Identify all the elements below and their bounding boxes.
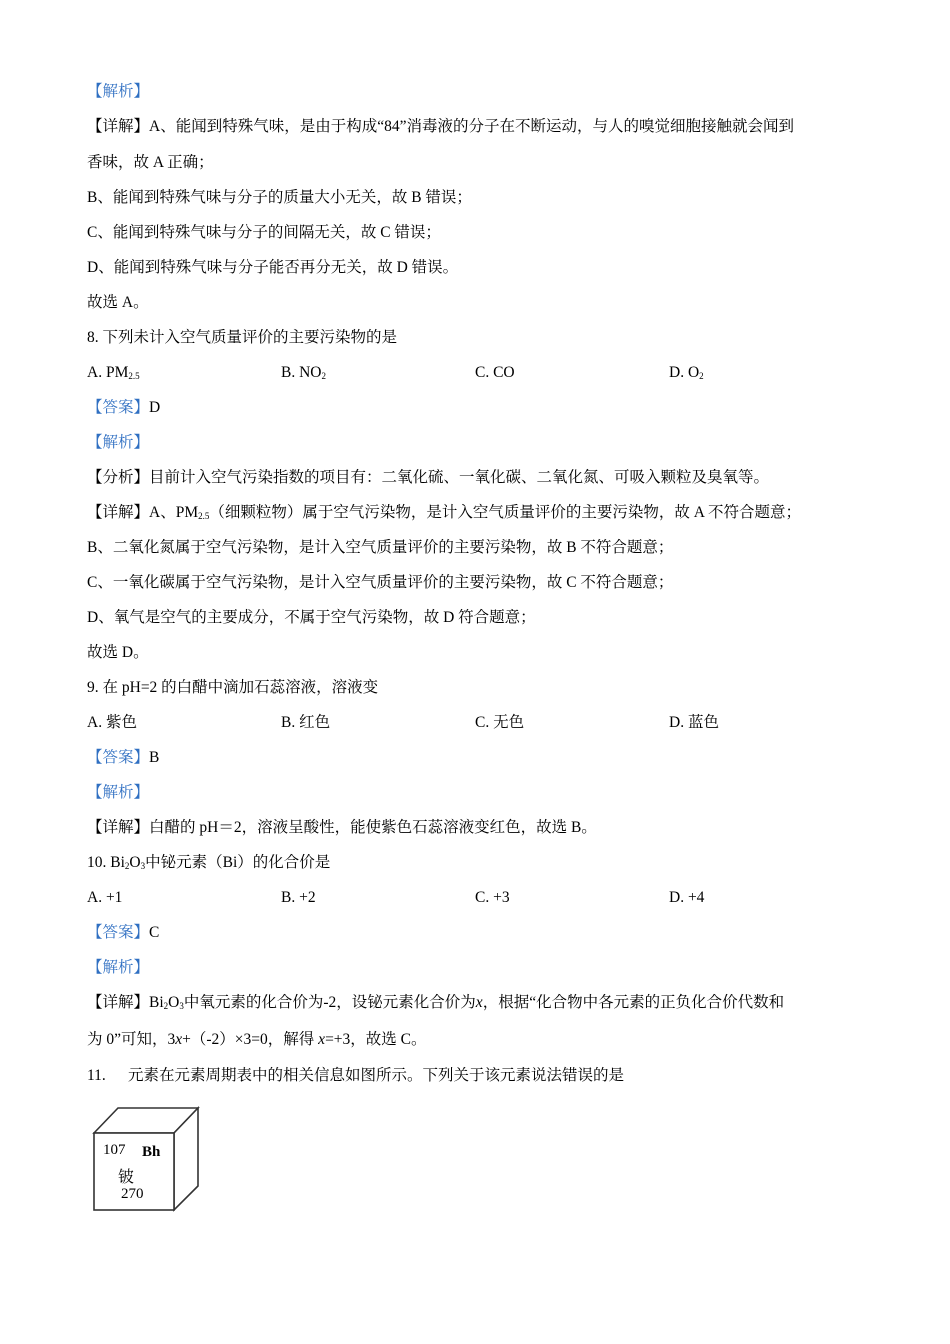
conclusion-line: 故选 A。 [87, 294, 149, 311]
question-9-stem: 9. 在 pH=2 的白醋中滴加石蕊溶液，溶液变 [87, 679, 379, 696]
option-c: C. CO [475, 364, 515, 381]
option-b: B. +2 [281, 889, 316, 906]
option-a: A. 紫色 [87, 714, 137, 731]
question-10-stem: 10. $Bi_2O_3$中铋元素（Bi）的化合价是 [87, 854, 331, 871]
analysis-heading: 【解析】 [87, 784, 150, 801]
detail-line: 为 0”可知，3x+（-2）×3=0，解得 x=+3，故选 C。 [87, 1031, 427, 1048]
detail-line: 【详解】白醋的 pH＝2，溶液呈酸性，能使紫色石蕊溶液变红色，故选 B。 [87, 819, 597, 836]
answer-line [87, 748, 862, 768]
detail-line: C、一氧化碳属于空气污染物，是计入空气质量评价的主要污染物，故 C 不符合题意； [87, 574, 674, 591]
answer-tag: 【答案】 [87, 749, 150, 766]
detail-text: A、能闻到特殊气味，是由于构成“84”消毒液的分子在不断运动，与人的嗅觉细胞接触就会闻到 [149, 118, 794, 135]
atomic-number: 107 [103, 1142, 126, 1158]
answer-tag: 【答案】 [87, 399, 150, 416]
option-d: D. $O_2$ [669, 364, 704, 381]
analysis-heading: 【解析】 [87, 83, 150, 100]
analysis-heading: 【解析】 [87, 959, 150, 976]
option-c: C. 无色 [475, 714, 525, 731]
detail-line: D、能闻到特殊气味与分子能否再分无关，故 D 错误。 [87, 259, 459, 276]
detail-line: 香味，故 A 正确； [87, 154, 214, 171]
fenxi-line [87, 468, 862, 488]
detail-line: C、能闻到特殊气味与分子的间隔无关，故 C 错误； [87, 224, 441, 241]
option-b: B. 红色 [281, 714, 331, 731]
element-name: 铍 [118, 1169, 135, 1186]
option-b: B. $NO_2$ [281, 364, 326, 381]
option-d: D. +4 [669, 889, 705, 906]
detail-tag: 【详解】 [87, 118, 150, 135]
question-11-stem [87, 1066, 862, 1086]
option-a: A. +1 [87, 889, 123, 906]
answer-tag: 【答案】 [87, 924, 150, 941]
question-text: 元素在元素周期表中的相关信息如图所示。下列关于该元素说法错误的是 [128, 1067, 625, 1084]
analysis-heading: 【解析】 [87, 434, 150, 451]
detail-line [87, 117, 862, 137]
detail-line: 【详解】$Bi_2O_3$中氧元素的化合价为-2，设铋元素化合价为x，根据“化合物中各元素的正负化合价代数和 [87, 994, 785, 1011]
answer-value: C [149, 924, 160, 941]
fenxi-text: 目前计入空气污染指数的项目有：二氧化硫、一氧化碳、二氧化氮、可吸入颗粒及臭氧等。 [149, 469, 770, 486]
answer-value: D [149, 399, 161, 416]
option-d: D. 蓝色 [669, 714, 719, 731]
detail-line: D、氧气是空气的主要成分，不属于空气污染物，故 D 符合题意； [87, 609, 536, 626]
question-number: 11. [87, 1067, 106, 1084]
conclusion-line: 故选 D。 [87, 644, 149, 661]
detail-line: B、二氧化氮属于空气污染物，是计入空气质量评价的主要污染物，故 B 不符合题意； [87, 539, 674, 556]
question-8-stem: 8. 下列未计入空气质量评价的主要污染物的是 [87, 329, 398, 346]
answer-line [87, 923, 862, 943]
answer-line [87, 398, 862, 418]
fenxi-tag: 【分析】 [87, 469, 150, 486]
periodic-element-cell [92, 1106, 202, 1214]
element-symbol: Bh [142, 1144, 161, 1160]
answer-value: B [149, 749, 160, 766]
option-a: A. $PM_{2.5}$ [87, 364, 140, 381]
detail-line: 【详解】A、$PM_{2.5}$（细颗粒物）属于空气污染物，是计入空气质量评价的主要污染物，故 A 不符合题意； [87, 504, 801, 521]
atomic-mass: 270 [121, 1186, 144, 1202]
option-c: C. +3 [475, 889, 510, 906]
detail-line: B、能闻到特殊气味与分子的质量大小无关，故 B 错误； [87, 189, 472, 206]
